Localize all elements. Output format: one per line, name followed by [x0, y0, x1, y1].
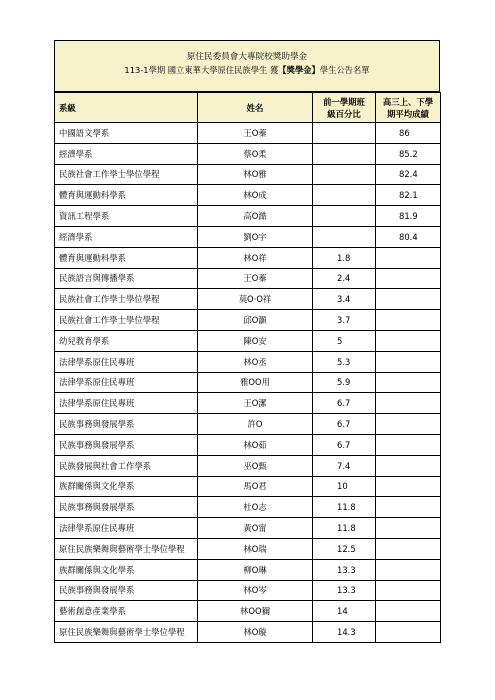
cell-avg: 85.2 [376, 143, 441, 164]
cell-dept: 經濟學系 [55, 226, 198, 247]
cell-name: 黃O甯 [198, 518, 313, 539]
cell-dept: 中國語文學系 [55, 123, 198, 144]
cell-avg [376, 518, 441, 539]
title-line-2-prefix: 113-1學期 國立東華大學原住民族學生 獲 [124, 65, 279, 75]
cell-pct [313, 185, 376, 206]
table-row [55, 330, 441, 351]
column-header-avg-line1: 高三上、下學 [382, 96, 434, 107]
cell-dept: 資訊工程學系 [55, 206, 198, 227]
table-row [55, 497, 441, 518]
table-row [55, 580, 441, 601]
cell-name: 陳O安 [198, 330, 313, 351]
cell-dept: 民族事務與發展學系 [55, 497, 198, 518]
cell-dept: 法律學系原住民專班 [55, 372, 198, 393]
cell-pct: 3.7 [313, 310, 376, 331]
cell-dept: 民族事務與發展學系 [55, 580, 198, 601]
table-row [55, 164, 441, 185]
cell-name: 邱O灝 [198, 310, 313, 331]
cell-dept: 民族社會工作學士學位學程 [55, 310, 198, 331]
cell-name: 林O岑 [198, 580, 313, 601]
cell-name: 林O丞 [198, 351, 313, 372]
cell-avg [376, 497, 441, 518]
cell-name: 許O [198, 414, 313, 435]
cell-dept: 法律學系原住民專班 [55, 351, 198, 372]
cell-pct [313, 143, 376, 164]
table-row [55, 518, 441, 539]
cell-avg [376, 622, 441, 643]
cell-dept: 原住民族樂舞與藝術學士學位學程 [55, 538, 198, 559]
cell-dept: 民族社會工作學士學位學程 [55, 164, 198, 185]
cell-name: 林O茹 [198, 434, 313, 455]
cell-name: 林O成 [198, 185, 313, 206]
cell-dept: 民族事務與發展學系 [55, 414, 198, 435]
table-row [55, 372, 441, 393]
column-header-name: 姓名 [198, 93, 313, 123]
cell-avg: 81.9 [376, 206, 441, 227]
cell-pct: 6.7 [313, 434, 376, 455]
table-row [55, 185, 441, 206]
cell-name: 林O祥 [198, 247, 313, 268]
table-header-row [55, 93, 441, 123]
announcement-sheet [54, 40, 440, 643]
cell-avg [376, 372, 441, 393]
table-row [55, 601, 441, 622]
column-header-avg [376, 93, 441, 123]
cell-dept: 原住民族樂舞與藝術學士學位學程 [55, 622, 198, 643]
cell-name: 王O潔 [198, 393, 313, 414]
cell-avg [376, 289, 441, 310]
cell-avg: 82.1 [376, 185, 441, 206]
title-line-2 [55, 64, 439, 77]
cell-avg [376, 310, 441, 331]
cell-name: 雅OO用 [198, 372, 313, 393]
cell-avg [376, 434, 441, 455]
cell-pct: 14 [313, 601, 376, 622]
column-header-dept: 系級 [55, 93, 198, 123]
cell-pct [313, 206, 376, 227]
table-row [55, 123, 441, 144]
title-line-2-suffix: 學生公告名單 [319, 65, 370, 75]
cell-avg [376, 268, 441, 289]
column-header-pct-line1: 前一學期班 [323, 96, 365, 107]
cell-avg [376, 393, 441, 414]
cell-avg [376, 247, 441, 268]
cell-dept: 民族發展與社會工作學系 [55, 455, 198, 476]
cell-avg [376, 538, 441, 559]
cell-avg [376, 455, 441, 476]
cell-pct: 6.7 [313, 414, 376, 435]
cell-pct: 13.3 [313, 559, 376, 580]
cell-pct: 1.8 [313, 247, 376, 268]
cell-name: 林O雅 [198, 164, 313, 185]
table-row [55, 289, 441, 310]
cell-pct: 2.4 [313, 268, 376, 289]
cell-avg [376, 351, 441, 372]
table-row [55, 268, 441, 289]
cell-pct: 5.9 [313, 372, 376, 393]
table-row [55, 455, 441, 476]
column-header-pct-line2: 級百分比 [327, 108, 361, 119]
cell-dept: 族群關係與文化學系 [55, 559, 198, 580]
cell-dept: 民族社會工作學士學位學程 [55, 289, 198, 310]
cell-dept: 藝術創意產業學系 [55, 601, 198, 622]
cell-avg [376, 601, 441, 622]
cell-name: 林OO獮 [198, 601, 313, 622]
table-row [55, 538, 441, 559]
cell-dept: 法律學系原住民專班 [55, 518, 198, 539]
cell-name: 蔡O柔 [198, 143, 313, 164]
cell-dept: 民族事務與發展學系 [55, 434, 198, 455]
cell-dept: 法律學系原住民專班 [55, 393, 198, 414]
table-row [55, 247, 441, 268]
table-row [55, 559, 441, 580]
cell-pct: 5.3 [313, 351, 376, 372]
cell-pct: 3.4 [313, 289, 376, 310]
cell-name: 劉O宇 [198, 226, 313, 247]
cell-pct: 7.4 [313, 455, 376, 476]
cell-name: 柳O琳 [198, 559, 313, 580]
cell-pct: 13.3 [313, 580, 376, 601]
cell-name: 林O瑞 [198, 538, 313, 559]
cell-dept: 體育與運動科學系 [55, 247, 198, 268]
column-header-pct [313, 93, 376, 123]
cell-pct [313, 226, 376, 247]
table-row [55, 434, 441, 455]
cell-pct: 10 [313, 476, 376, 497]
column-header-avg-line2: 期平均成績 [387, 108, 429, 119]
cell-avg [376, 476, 441, 497]
cell-avg [376, 330, 441, 351]
cell-name: 杜O志 [198, 497, 313, 518]
cell-avg: 82.4 [376, 164, 441, 185]
title-line-2-highlight: 【獎學金】 [278, 65, 320, 75]
cell-pct: 14.3 [313, 622, 376, 643]
table-row [55, 414, 441, 435]
table-row [55, 622, 441, 643]
cell-name: 林O璇 [198, 622, 313, 643]
cell-name: 高O澔 [198, 206, 313, 227]
cell-pct: 12.5 [313, 538, 376, 559]
title-line-1: 原住民委員會大專院校獎助學金 [186, 52, 308, 62]
cell-name: 馬O君 [198, 476, 313, 497]
recipient-table [54, 92, 441, 643]
cell-avg [376, 580, 441, 601]
table-row [55, 351, 441, 372]
cell-dept: 經濟學系 [55, 143, 198, 164]
cell-name: 莫O‧O祥 [198, 289, 313, 310]
cell-dept: 幼兒教育學系 [55, 330, 198, 351]
cell-name: 王O蓁 [198, 123, 313, 144]
cell-avg [376, 414, 441, 435]
cell-dept: 民族語言與傳播學系 [55, 268, 198, 289]
cell-pct: 6.7 [313, 393, 376, 414]
cell-avg: 86 [376, 123, 441, 144]
cell-pct [313, 164, 376, 185]
cell-dept: 族群關係與文化學系 [55, 476, 198, 497]
cell-name: 王O蓁 [198, 268, 313, 289]
title-banner [54, 40, 440, 92]
table-body [55, 123, 441, 643]
cell-pct [313, 123, 376, 144]
table-row [55, 393, 441, 414]
table-row [55, 476, 441, 497]
cell-pct: 5 [313, 330, 376, 351]
table-row [55, 206, 441, 227]
table-row [55, 226, 441, 247]
cell-avg: 80.4 [376, 226, 441, 247]
table-row [55, 310, 441, 331]
table-row [55, 143, 441, 164]
cell-avg [376, 559, 441, 580]
cell-dept: 體育與運動科學系 [55, 185, 198, 206]
cell-pct: 11.8 [313, 518, 376, 539]
cell-name: 巫O甄 [198, 455, 313, 476]
cell-pct: 11.8 [313, 497, 376, 518]
